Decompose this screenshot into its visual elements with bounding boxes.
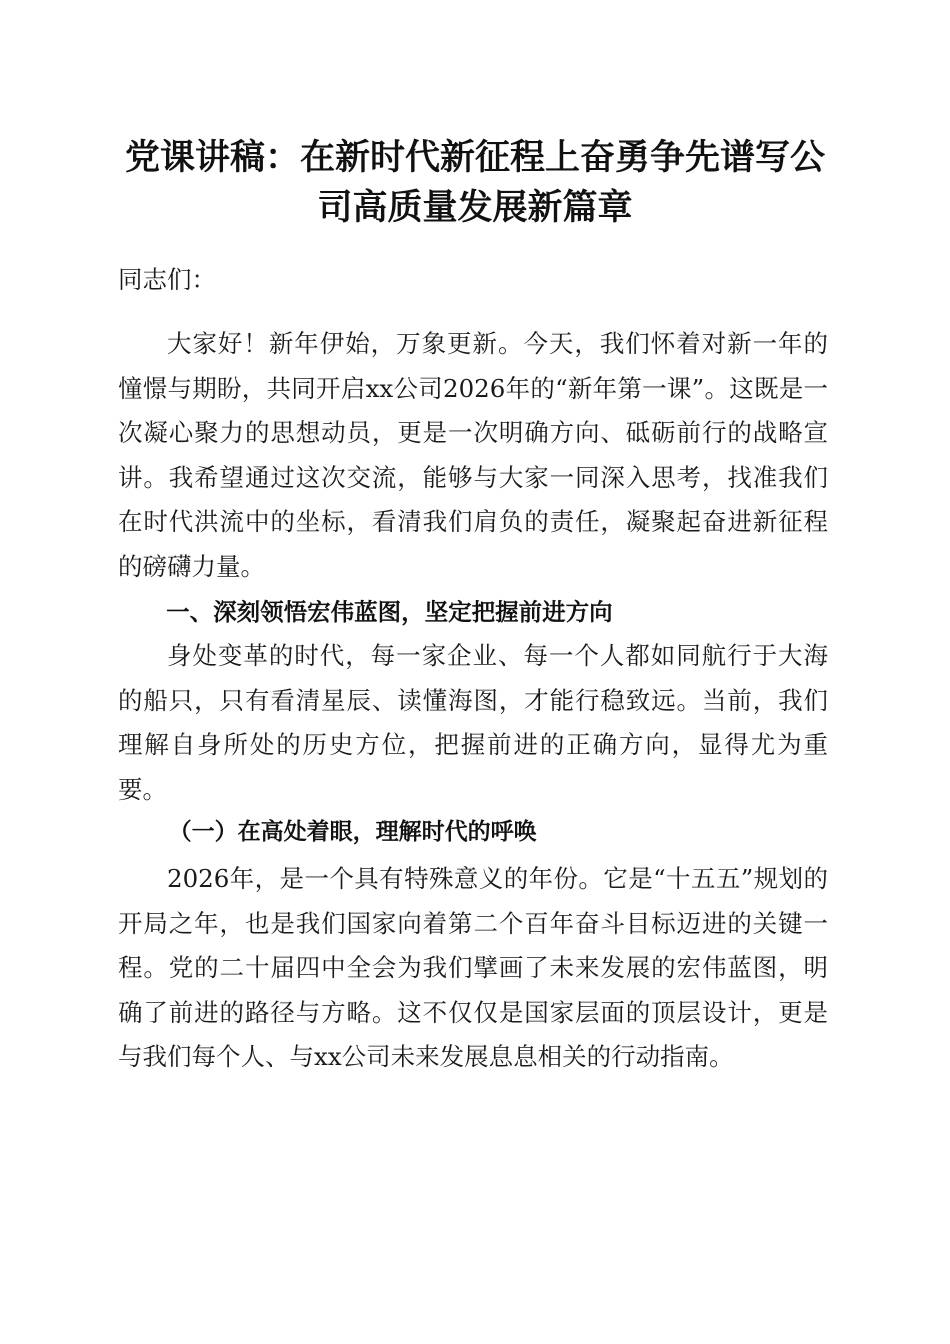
title-line-1: 党课讲稿：在新时代新征程上奋勇争先谱写公	[124, 137, 825, 178]
paragraph-subsection-1: 2026年，是一个具有特殊意义的年份。它是“十五五”规划的开局之年，也是我们国家向着第二个百年奋斗目标迈进的关键一程。党的二十届四中全会为我们擘画了未来发展的宏伟蓝图，明确了前进的路径与方略。这不仅仅是国家层面的顶层设计，更是与我们每个人、与xx公司未来发展息息相关的行动指南。	[118, 864, 828, 1071]
document-title	[100, 133, 850, 233]
paragraph-section-1-intro: 身处变革的时代，每一家企业、每一个人都如同航行于大海的船只，只有看清星辰、读懂海图，才能行稳致远。当前，我们理解自身所处的历史方位，把握前进的正确方向，显得尤为重要。	[118, 641, 828, 804]
salutation: 同志们：	[118, 265, 216, 294]
paragraph-opening: 大家好！新年伊始，万象更新。今天，我们怀着对新一年的憧憬与期盼，共同开启xx公司2026年的“新年第一课”。这既是一次凝心聚力的思想动员，更是一次明确方向、砥砺前行的战略宣讲。我希望通过这次交流，能够与大家一同深入思考，找准我们在时代洪流中的坐标，看清我们肩负的责任，凝聚起奋进新征程的磅礴力量。	[118, 329, 828, 581]
subsection-heading-1: （一）在高处着眼，理解时代的呼唤	[168, 818, 537, 845]
section-heading-1: 一、深刻领悟宏伟蓝图，坚定把握前进方向	[166, 598, 613, 626]
title-line-2: 司高质量发展新篇章	[317, 187, 633, 228]
